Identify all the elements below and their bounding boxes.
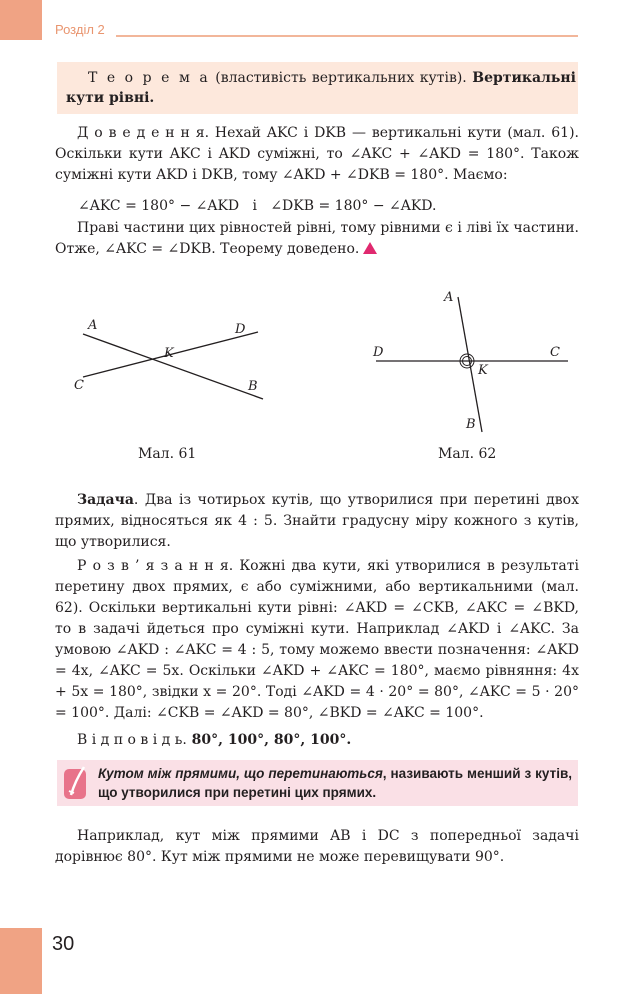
- answer-text: 80°, 100°, 80°, 100°.: [186, 732, 352, 748]
- figure-61-caption: Мал. 61: [138, 446, 197, 462]
- proof-label: Д о в е д е н н я.: [77, 125, 210, 141]
- page-corner-tab: [0, 0, 42, 40]
- problem-text: . Два із чотирьох кутів, що утворилися при перетині двох прямих, відносяться як 4 : 5. Знайти градусну міру кожного з кутів, що утворилися.: [55, 492, 579, 550]
- answer-label: В і д п о в і д ь.: [77, 732, 187, 748]
- page-corner-tab-bottom: [0, 928, 42, 994]
- solution-text: Кожні два кути, які утворилися в результаті перетину двох прямих, є або суміжними, або вертикальними (мал. 62). Оскільки вертикальні кути рівні: ∠AKD = ∠CKB, ∠AKC = ∠BKD, то в задачі йдеться про суміжні кути. Наприклад ∠AKD і ∠AKC. За умовою ∠AKD : ∠AKC = 4 : 5, тому можемо ввести позначення: ∠AKD = 4x, ∠AKC = 5x. Оскільки ∠AKD + ∠AKC = 180°, маємо рівняння: 4x + 5x = 180°, звідки x = 20°. Тоді ∠AKD = 4 · 20° = 80°, ∠AKC = 5 · 20° = 100°. Далі: ∠CKB = ∠AKD = 80°, ∠BKD = ∠AKC = 100°.: [55, 558, 580, 721]
- theorem-statement: Вертикальні кути рівні.: [66, 70, 576, 106]
- label-b: B: [248, 379, 258, 394]
- label-d: D: [235, 322, 246, 337]
- end-of-proof-marker: [363, 242, 377, 254]
- problem-label: Задача: [77, 492, 134, 508]
- pen-note-icon: [62, 763, 92, 803]
- header-rule: [116, 35, 578, 37]
- proof-body: Нехай AKC і DKB — вертикальні кути (мал. 61). Оскільки кути AKC і AKD суміжні, то ∠AKC + ∠AKD = 180°. Також суміжні кути AKD і DKB, тому ∠AKD + ∠DKB = 180°. Маємо:: [55, 125, 579, 183]
- figure-62-caption: Мал. 62: [438, 446, 497, 462]
- line-ab: [83, 334, 263, 399]
- label-k: K: [478, 363, 488, 378]
- solution-label: Р о з в ’ я з а н н я.: [77, 558, 234, 574]
- theorem-label: Т е о р е м а: [88, 70, 210, 86]
- proof-conclusion: Праві частини цих рівностей рівні, тому рівними є і ліві їх частини. Отже, ∠AKC = ∠DKB. Теорему доведено.: [55, 220, 579, 257]
- proof-equation: ∠AKC = 180° − ∠AKD і ∠DKB = 180° − ∠AKD.: [78, 198, 437, 214]
- proof-conclusion-paragraph: [55, 218, 579, 260]
- definition-term: Кутом між прямими, що перетинаються: [98, 766, 383, 781]
- page-number: 30: [52, 933, 75, 955]
- answer-paragraph: [55, 730, 579, 751]
- label-k: K: [164, 346, 174, 361]
- definition-text: [98, 764, 572, 802]
- theorem-context: (властивість вертикальних кутів).: [209, 70, 473, 86]
- label-b: B: [466, 417, 476, 432]
- label-c: C: [74, 378, 84, 393]
- figure-61: [68, 282, 278, 407]
- theorem-text: [66, 68, 576, 108]
- solution-paragraph: [55, 556, 579, 724]
- label-d: D: [373, 345, 384, 360]
- label-a: A: [88, 318, 98, 333]
- proof-paragraph: [55, 123, 579, 186]
- label-c: C: [550, 345, 560, 360]
- label-a: A: [444, 290, 454, 305]
- example-paragraph: Наприклад, кут між прямими AB і DC з попередньої задачі дорівнює 80°. Кут між прямими не може перевищувати 90°.: [55, 828, 579, 865]
- problem-paragraph: [55, 490, 579, 553]
- section-title: Розділ 2: [55, 22, 105, 37]
- figure-62: [368, 282, 578, 437]
- definition-rest: , називають менший з кутів, що утворилися при перетині цих прямих.: [98, 766, 572, 800]
